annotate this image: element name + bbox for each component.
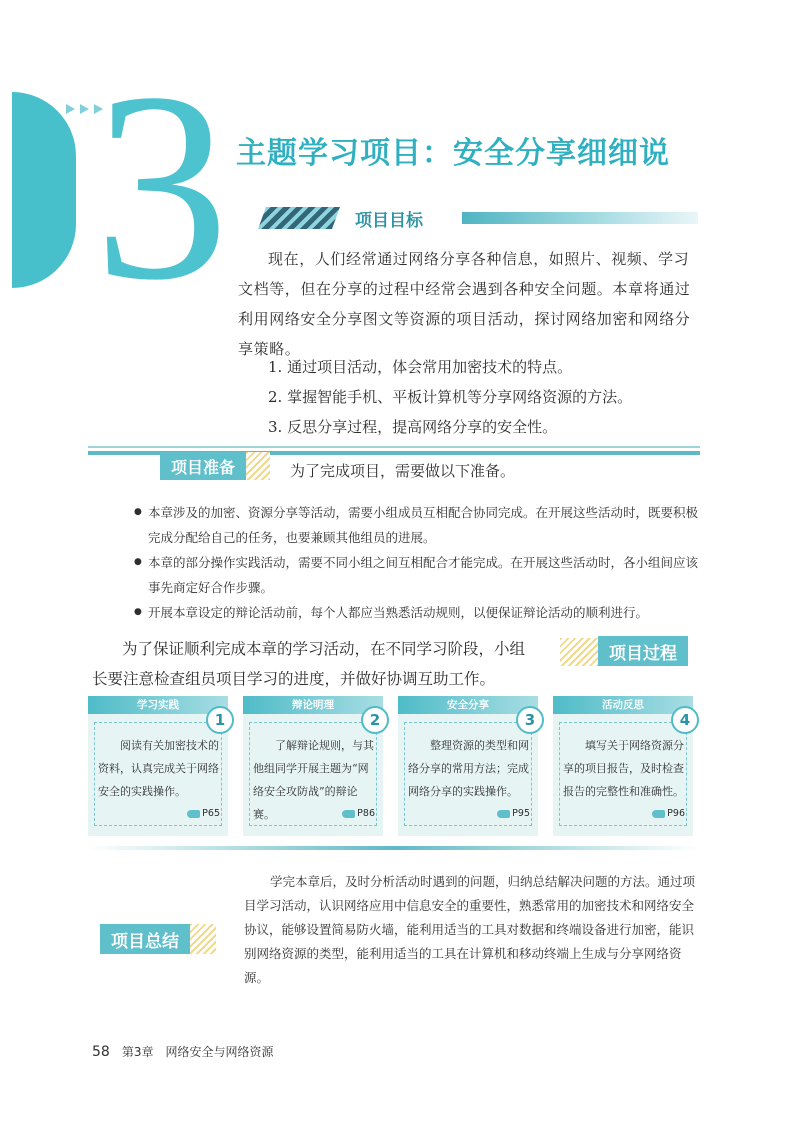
prep-divider-thin xyxy=(88,446,700,448)
process-card-page-ref xyxy=(652,808,685,819)
process-card-title: 活动反思 xyxy=(553,696,693,714)
process-card-text: 整理资源的类型和网络分享的常用方法；完成网络分享的实践操作。 xyxy=(408,739,529,798)
arrow-icon xyxy=(80,104,89,114)
prep-bullet-list xyxy=(134,500,704,625)
footer-chapter: 第3章 xyxy=(121,1045,154,1059)
process-card-text: 填写关于网络资源分享的项目报告，及时检查报告的完整性和准确性。 xyxy=(563,739,684,798)
process-card-title: 安全分享 xyxy=(398,696,538,714)
process-card-text: 了解辩论规则，与其他组同学开展主题为“网络安全攻防战”的辩论赛。 xyxy=(253,739,374,821)
footer-chapter-title: 网络安全与网络资源 xyxy=(165,1045,274,1059)
process-bottom-divider xyxy=(88,846,700,850)
chapter-number: 3 xyxy=(94,37,229,336)
prep-bullet: ● 本章的部分操作实践活动，需要不同小组之间互相配合才能完成。在开展这些活动时，各小组间应该事先商定好合作步骤。 xyxy=(134,550,704,600)
goal-item: 2. 掌握智能手机、平板计算机等分享网络资源的方法。 xyxy=(268,388,633,406)
process-card-2 xyxy=(243,696,383,836)
goal-gradient-bar xyxy=(462,212,698,224)
prep-bullet: ● 开展本章设定的辩论活动前，每个人都应当熟悉活动规则，以便保证辩论活动的顺利进行。 xyxy=(134,600,704,625)
summary-text: 学完本章后，及时分析活动时遇到的问题，归纳总结解决问题的方法。通过项目学习活动，认识网络应用中信息安全的重要性，熟悉常用的加密技术和网络安全协议，能够设置简易防火墙，能利用适当的工具对数据和终端设备进行加密，能识别网络资源的类型，能利用适当的工具在计算机和移动终端上生成与分享网络资源。 xyxy=(244,874,696,985)
pointing-hand-icon xyxy=(652,810,665,818)
process-heading: 项目过程 xyxy=(598,636,688,666)
process-stripes-decoration xyxy=(560,638,600,666)
pointing-hand-icon xyxy=(187,810,200,818)
goal-item: 3. 反思分享过程，提高网络分享的安全性。 xyxy=(268,418,558,436)
goal-item: 1. 通过项目活动，体会常用加密技术的特点。 xyxy=(268,358,573,376)
summary-stripes-decoration xyxy=(190,924,216,954)
process-intro: 为了保证顺利完成本章的学习活动，在不同学习阶段，小组长要注意检查组员项目学习的进度，并做好协调互助工作。 xyxy=(92,640,526,688)
process-card-number: 3 xyxy=(516,706,544,734)
page-footer xyxy=(92,1043,273,1060)
prep-bullet: ● 本章涉及的加密、资源分享等活动，需要小组成员互相配合协同完成。在开展这些活动时，既要积极完成分配给自己的任务，也要兼顾其他组员的进展。 xyxy=(134,500,704,550)
process-card-text: 阅读有关加密技术的资料，认真完成关于网络安全的实践操作。 xyxy=(98,739,219,798)
pointing-hand-icon xyxy=(342,810,355,818)
process-card-title: 学习实践 xyxy=(88,696,228,714)
page-number: 58 xyxy=(92,1044,110,1060)
process-card-number: 1 xyxy=(206,706,234,734)
summary-heading: 项目总结 xyxy=(100,924,190,954)
process-card-title: 辩论明理 xyxy=(243,696,383,714)
prep-intro: 为了完成项目，需要做以下准备。 xyxy=(290,462,516,480)
goal-stripes-decoration xyxy=(258,207,340,229)
arrow-icon xyxy=(66,104,75,114)
page-ref-label: P86 xyxy=(357,808,375,819)
page-ref-label: P96 xyxy=(667,808,685,819)
prep-stripes-decoration xyxy=(246,452,270,480)
process-card-1 xyxy=(88,696,228,836)
process-card-3 xyxy=(398,696,538,836)
process-card-page-ref xyxy=(342,808,375,819)
process-card-4 xyxy=(553,696,693,836)
goal-paragraph: 现在，人们经常通过网络分享各种信息，如照片、视频、学习文档等，但在分享的过程中经常会遇到各种安全问题。本章将通过利用网络安全分享图文等资源的项目活动，探讨网络加密和网络分享策略。 xyxy=(238,250,691,358)
process-card-page-ref xyxy=(497,808,530,819)
process-card-page-ref xyxy=(187,808,220,819)
prep-heading: 项目准备 xyxy=(160,452,246,480)
page-ref-label: P95 xyxy=(512,808,530,819)
page-ref-label: P65 xyxy=(202,808,220,819)
chapter-decoration-half-circle xyxy=(12,92,76,288)
process-card-number: 2 xyxy=(361,706,389,734)
process-card-number: 4 xyxy=(671,706,699,734)
chapter-title: 主题学习项目：安全分享细细说 xyxy=(236,136,670,171)
goal-heading: 项目目标 xyxy=(355,211,423,231)
goal-list xyxy=(268,352,632,442)
pointing-hand-icon xyxy=(497,810,510,818)
